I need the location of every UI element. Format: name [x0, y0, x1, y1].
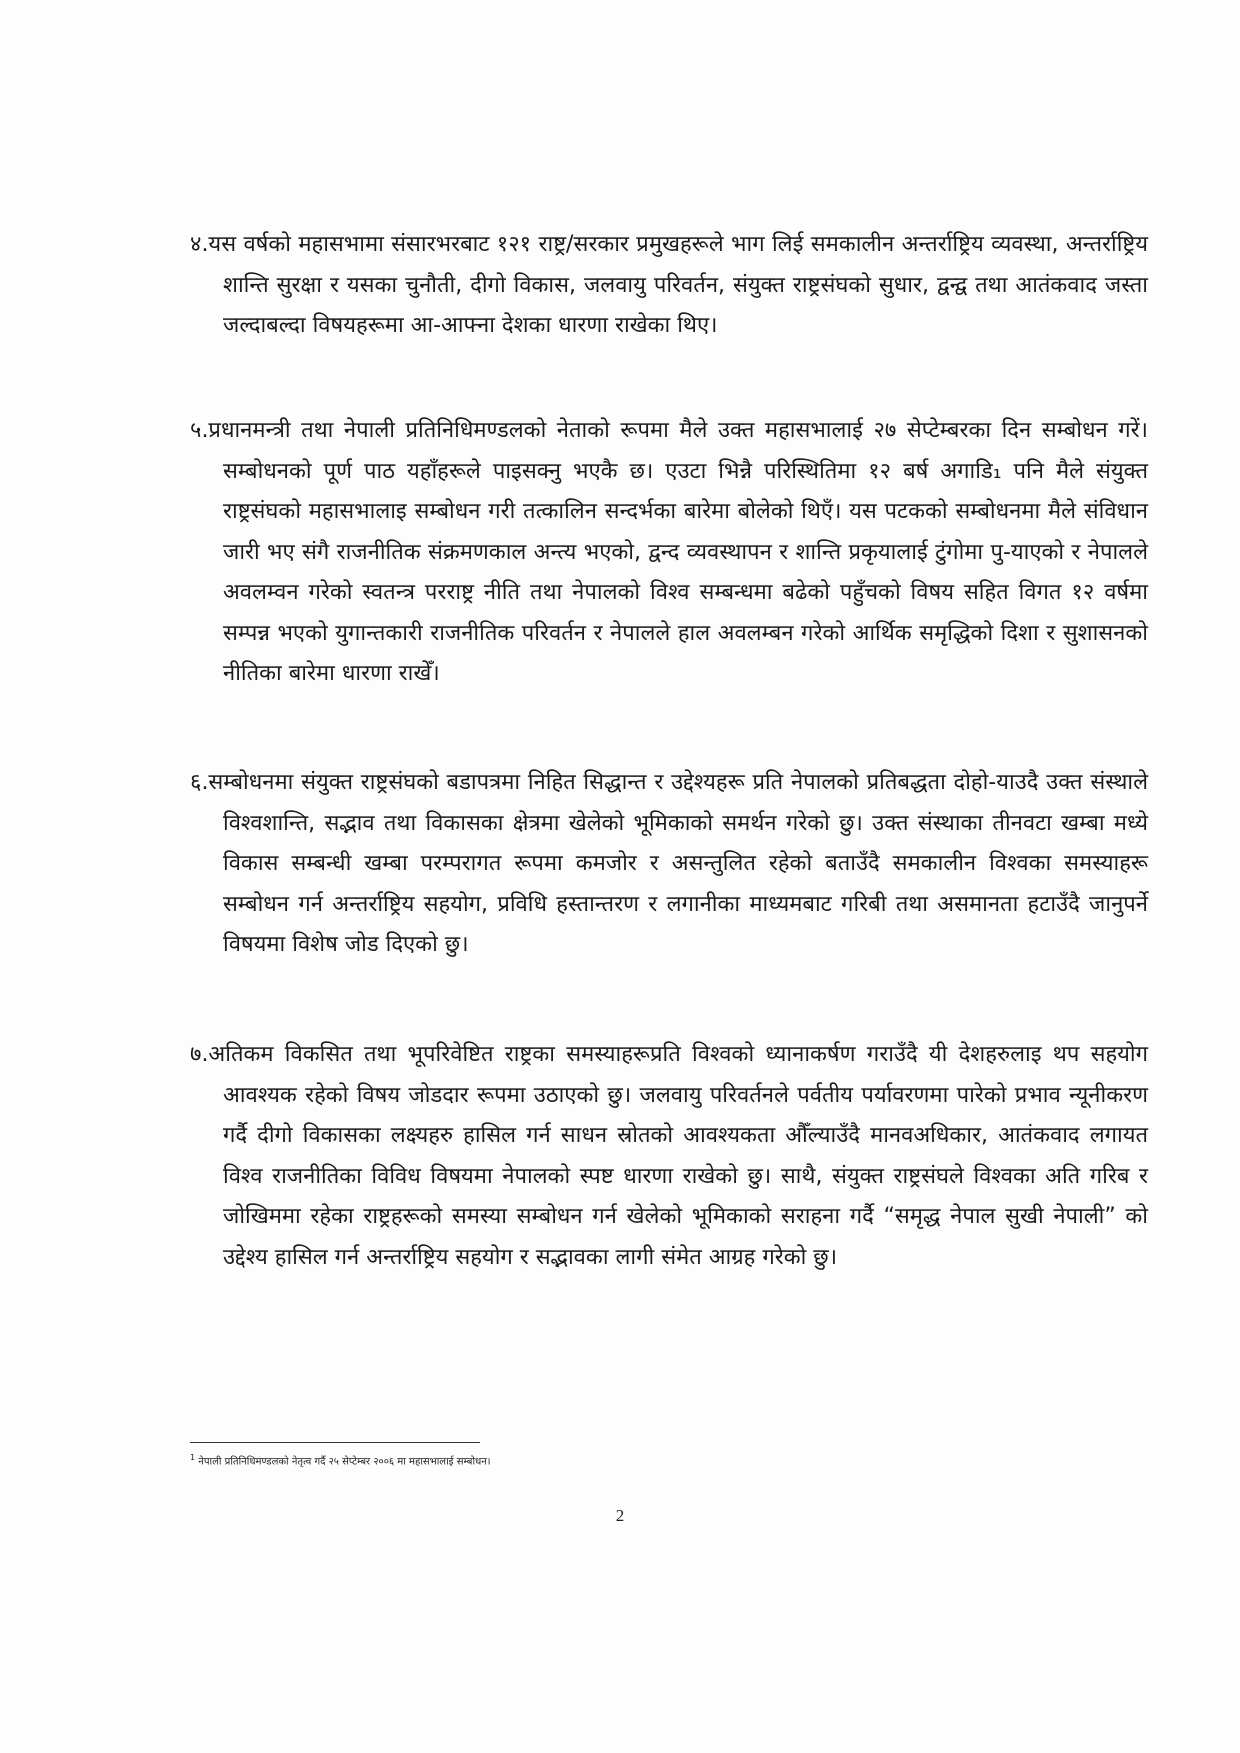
footnote-text: नेपाली प्रतिनिधिमण्डलको नेतृत्व गर्दै २५ सेप्टेम्बर २००६ मा महासभालाई सम्बोधन।	[198, 1456, 491, 1468]
footnote-marker: 1	[190, 1453, 196, 1462]
paragraph-5: ५.प्रधानमन्त्री तथा नेपाली प्रतिनिधिमण्डलको नेताको रूपमा मैले उक्त महासभालाई २७ सेप्टेम्बरका दिन सम्बोधन गरें। सम्बोधनको पूर्ण पाठ यहाँहरूले पाइसक्नु भएकै छ। एउटा भिन्नै परिस्थितिमा १२ बर्ष अगाडि₁ पनि मैले संयुक्त राष्ट्रसंघको महासभालाइ सम्बोधन गरी तत्कालिन सन्दर्भका बारेमा बोलेको थिएँ। यस पटकको सम्बोधनमा मैले संविधान जारी भए संगै राजनीतिक संक्रमणकाल अन्त्य भएको, द्वन्द व्यवस्थापन र शान्ति प्रकृयालाई टुंगोमा पु-याएको र नेपालले अवलम्वन गरेको स्वतन्त्र परराष्ट्र नीति तथा नेपालको विश्व सम्बन्धमा बढेको पहुँचको विषय सहित विगत १२ वर्षमा सम्पन्न भएको युगान्तकारी राजनीतिक परिवर्तन र नेपालले हाल अवलम्बन गरेको आर्थिक समृद्धिको दिशा र सुशासनको नीतिका बारेमा धारणा राखेँ।	[190, 418, 1148, 686]
footnote-divider	[190, 1442, 480, 1443]
paragraph-4: ४.यस वर्षको महासभामा संसारभरबाट १२१ राष्ट्र/सरकार प्रमुखहरूले भाग लिई समकालीन अन्तर्राष्ट्रिय व्यवस्था, अन्तर्राष्ट्रिय शान्ति सुरक्षा र यसका चुनौती, दीगो विकास, जलवायु परिवर्तन, संयुक्त राष्ट्रसंघको सुधार, द्वन्द्व तथा आतंकवाद जस्ता जल्दाबल्दा विषयहरूमा आ-आफ्ना देशका धारणा राखेका थिए।	[190, 232, 1148, 338]
paragraph-6: ६.सम्बोधनमा संयुक्त राष्ट्रसंघको बडापत्रमा निहित सिद्धान्त र उद्देश्यहरू प्रति नेपालको प्रतिबद्धता दोहो-याउदै उक्त संस्थाले विश्वशान्ति, सद्भाव तथा विकासका क्षेत्रमा खेलेको भूमिकाको समर्थन गरेको छु। उक्त संस्थाका तीनवटा खम्बा मध्ये विकास सम्बन्धी खम्बा परम्परागत रूपमा कमजोर र असन्तुलित रहेको बताउँदै समकालीन विश्वका समस्याहरू सम्बोधन गर्न अन्तर्राष्ट्रिय सहयोग, प्रविधि हस्तान्तरण र लगानीका माध्यमबाट गरिबी तथा असमानता हटाउँदै जानुपर्ने विषयमा विशेष जोड दिएको छु।	[190, 770, 1148, 957]
paragraph-7: ७.अतिकम विकसित तथा भूपरिवेष्टित राष्ट्रका समस्याहरूप्रति विश्वको ध्यानाकर्षण गराउँदै यी देशहरुलाइ थप सहयोग आवश्यक रहेको विषय जोडदार रूपमा उठाएको छु। जलवायु परिवर्तनले पर्वतीय पर्यावरणमा पारेको प्रभाव न्यूनीकरण गर्दै दीगो विकासका लक्ष्यहरु हासिल गर्न साधन स्रोतको आवश्यकता औँल्याउँदै मानवअधिकार, आतंकवाद लगायत विश्व राजनीतिका विविध विषयमा नेपालको स्पष्ट धारणा राखेको छु। साथै, संयुक्त राष्ट्रसंघले विश्वका अति गरिब र जोखिममा रहेका राष्ट्रहरूको समस्या सम्बोधन गर्न खेलेको भूमिकाको सराहना गर्दै “समृद्ध नेपाल सुखी नेपाली” को उद्देश्य हासिल गर्न अन्तर्राष्ट्रिय सहयोग र सद्भावका लागी संमेत आग्रह गरेको छु।	[190, 1042, 1148, 1270]
page-number: 2	[615, 1506, 625, 1525]
footnote	[190, 1451, 1090, 1469]
